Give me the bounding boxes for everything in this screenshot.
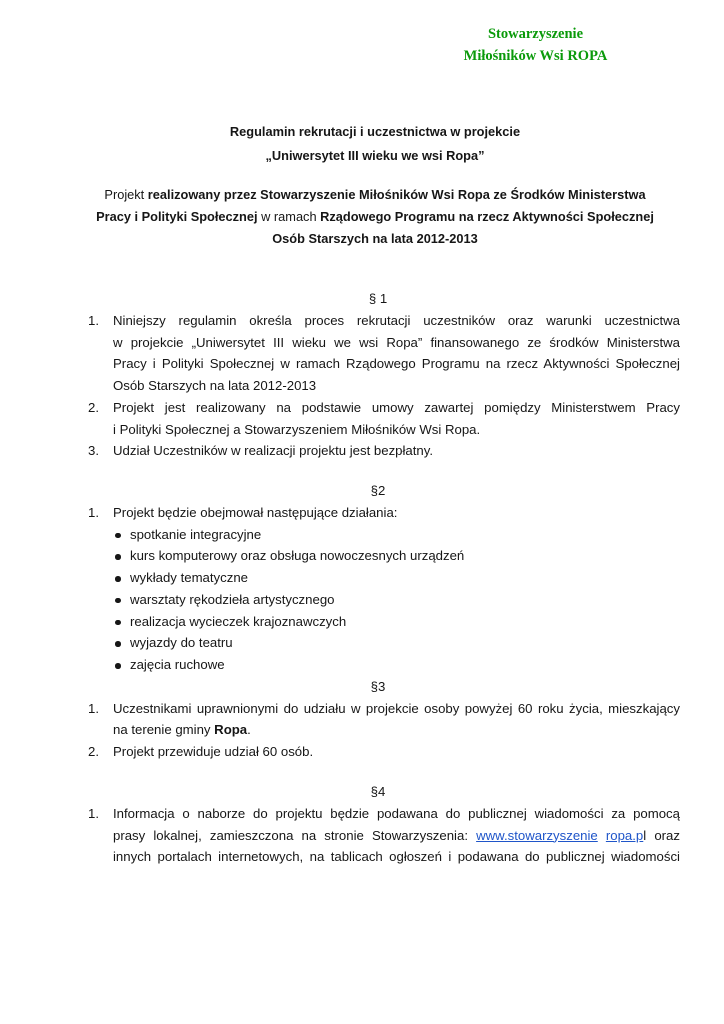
paragraph-line: i Polityki Społecznej a Stowarzyszeniem Miłośników Wsi Ropa.	[113, 421, 481, 437]
activity-list-item	[88, 567, 680, 589]
description-text: Projekt	[104, 187, 145, 202]
website-link[interactable]: www.stowarzyszenie	[476, 827, 598, 843]
line-end: .	[247, 722, 251, 738]
link-tail-text: l	[643, 827, 647, 843]
activity-list-item	[88, 632, 680, 654]
section-3-item-2	[88, 741, 680, 763]
list-number: 2.	[88, 744, 99, 759]
section-2-heading: §2	[370, 483, 386, 498]
list-item-text	[113, 397, 680, 441]
list-number: 2.	[88, 399, 99, 415]
title-line-2: „Uniwersytet III wieku we wsi Ropa”	[265, 148, 485, 163]
activity-label: spotkanie integracyjne	[130, 526, 262, 542]
activity-list-item	[88, 654, 680, 676]
municipality-name: Ropa	[214, 722, 248, 738]
section-1-item-3	[88, 440, 680, 462]
paragraph-line: Projekt przewiduje udział 60 osób.	[113, 744, 314, 759]
section-4	[88, 781, 680, 868]
list-number: 1.	[88, 700, 99, 716]
list-item-text	[113, 803, 680, 868]
organization-header	[455, 23, 616, 67]
section-1-item-1	[88, 310, 680, 397]
sections-2-3	[88, 480, 680, 763]
bullet-icon	[115, 533, 121, 539]
website-link-domain[interactable]: ropa.p	[605, 827, 644, 843]
description-text: w ramach	[261, 209, 317, 224]
bullet-icon	[115, 554, 121, 560]
paragraph-line: Osób Starszych na lata 2012-2013	[113, 378, 317, 393]
section-4-item-1	[88, 803, 680, 868]
project-description	[88, 184, 662, 250]
activity-list	[88, 524, 680, 676]
section-1-item-2	[88, 397, 680, 441]
section-1	[88, 288, 680, 462]
description-text-bold: Pracy i Polityki Społecznej	[96, 209, 258, 224]
bullet-icon	[115, 598, 121, 604]
paragraph-line: Pracy i Polityki Społecznej w ramach Rządowego Programu na rzecz Aktywności Społecznej	[113, 356, 680, 372]
list-number: 3.	[88, 443, 99, 459]
paragraph-line: innych portalach internetowych, na tablicach ogłoszeń i podawana do publicznej wiadomości	[113, 849, 680, 865]
project-description-line-1	[88, 184, 662, 206]
paragraph-line: w projekcie „Uniwersytet III wieku we wsi Ropa” finansowanego ze środków Ministerstwa	[113, 334, 680, 350]
bullet-icon	[115, 576, 121, 582]
activity-label: warsztaty rękodzieła artystycznego	[130, 591, 335, 607]
list-item-text	[113, 310, 680, 397]
activity-label: wyjazdy do teatru	[130, 635, 233, 651]
paragraph-line: Udział Uczestników w realizacji projektu jest bezpłatny.	[113, 443, 434, 459]
project-description-line-2	[88, 206, 662, 228]
activity-label: wykłady tematyczne	[130, 570, 248, 585]
description-text-bold: realizowany przez Stowarzyszenie Miłośników Wsi Ropa ze Środków Ministerstwa	[147, 187, 646, 202]
section-3-item-1	[88, 698, 680, 742]
paragraph-line: Projekt będzie obejmował następujące działania:	[113, 504, 398, 520]
activity-list-item	[88, 611, 680, 633]
activity-list-item	[88, 545, 680, 567]
paragraph-line	[113, 719, 680, 741]
line-text: oraz	[654, 827, 680, 843]
organization-name-line-2: Miłośników Wsi ROPA	[463, 48, 608, 64]
paragraph-line: Projekt jest realizowany na podstawie umowy zawartej pomiędzy Ministerstwem Pracy	[113, 399, 680, 415]
project-description-line-3: Osób Starszych na lata 2012-2013	[272, 231, 478, 246]
list-item-text	[113, 502, 680, 524]
line-text: prasy lokalnej, zamieszczona na stronie Stowarzyszenia:	[113, 827, 468, 843]
section-3-heading: §3	[370, 678, 386, 694]
activity-label: realizacja wycieczek krajoznawczych	[130, 613, 347, 629]
list-item-text	[113, 741, 680, 763]
section-2-item-1	[88, 502, 680, 524]
paragraph-line: Niniejszy regulamin określa proces rekrutacji uczestników oraz warunki uczestnictwa	[113, 312, 680, 328]
list-item-text	[113, 698, 680, 742]
list-number: 1.	[88, 504, 99, 520]
bullet-icon	[115, 663, 121, 669]
description-text-bold: Rządowego Programu na rzecz Aktywności Społecznej	[320, 209, 654, 224]
activity-label: kurs komputerowy oraz obsługa nowoczesnych urządzeń	[130, 548, 465, 564]
activity-list-item	[88, 589, 680, 611]
line-text: na terenie gminy	[113, 722, 211, 738]
activity-label: zajęcia ruchowe	[130, 657, 225, 672]
paragraph-line: Uczestnikami uprawnionymi do udziału w projekcie osoby powyżej 60 roku życia, mieszkający	[113, 700, 680, 716]
paragraph-line	[113, 825, 680, 847]
list-number: 1.	[88, 805, 99, 821]
section-4-heading: §4	[370, 784, 386, 799]
document-title	[88, 120, 662, 168]
list-item-text	[113, 440, 680, 462]
paragraph-line: Informacja o naborze do projektu będzie podawana do publicznej wiadomości za pomocą	[113, 805, 680, 821]
organization-name-line-1: Stowarzyszenie	[487, 26, 584, 42]
title-line-1: Regulamin rekrutacji i uczestnictwa w projekcie	[229, 124, 521, 139]
section-1-heading: § 1	[368, 291, 388, 306]
bullet-icon	[115, 620, 121, 626]
activity-list-item	[88, 524, 680, 546]
list-number: 1.	[88, 312, 99, 328]
bullet-icon	[115, 641, 121, 647]
